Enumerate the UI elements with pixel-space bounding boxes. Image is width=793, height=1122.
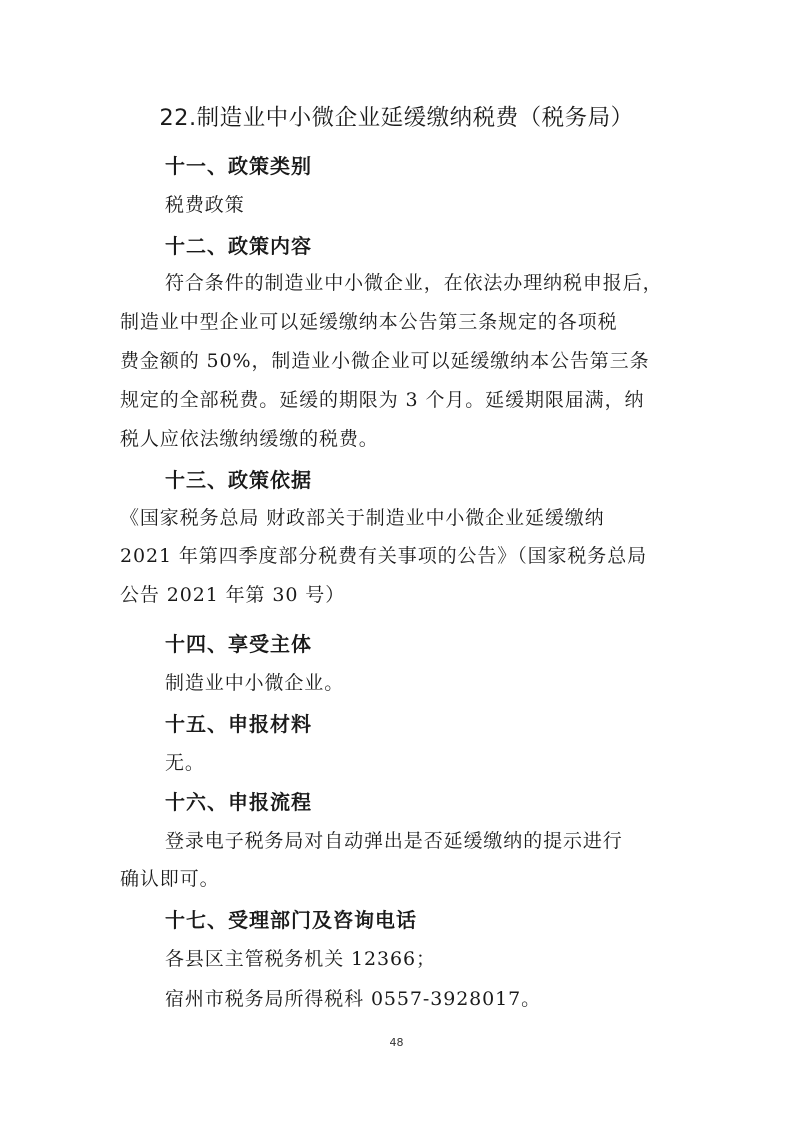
paragraph-line: 符合条件的制造业中小微企业，在依法办理纳税申报后， [165,272,663,294]
section-heading-category: 十一、政策类别 [165,154,312,178]
paragraph-line: 确认即可。 [120,868,220,890]
paragraph-line: 2021 年第四季度部分税费有关事项的公告》（国家税务总局 [120,545,647,567]
paragraph-line: 税人应依法缴纳缓缴的税费。 [120,428,379,450]
paragraph-line: 《国家税务总局 财政部关于制造业中小微企业延缓缴纳 [120,507,605,529]
paragraph-line: 各县区主管税务机关 12366； [165,948,436,970]
paragraph-line: 制造业中小微企业。 [165,672,345,694]
section-heading-contact: 十七、受理部门及咨询电话 [165,908,417,932]
paragraph-line: 公告 2021 年第 30 号） [120,584,346,606]
section-heading-process: 十六、申报流程 [165,790,312,814]
section-heading-beneficiary: 十四、享受主体 [165,632,312,656]
section-heading-basis: 十三、政策依据 [165,468,312,492]
paragraph-line: 税费政策 [165,194,245,216]
paragraph-line: 规定的全部税费。延缓的期限为 3 个月。延缓期限届满，纳 [120,389,645,411]
paragraph-line: 宿州市税务局所得税科 0557-3928017。 [165,988,542,1010]
paragraph-line: 费金额的 50%，制造业小微企业可以延缓缴纳本公告第三条 [120,350,650,372]
page-number: 48 [389,1036,404,1049]
section-heading-materials: 十五、申报材料 [165,712,312,736]
section-heading-content: 十二、政策内容 [165,234,312,258]
paragraph-line: 制造业中型企业可以延缓缴纳本公告第三条规定的各项税 [120,311,618,333]
page-title: 22.制造业中小微企业延缓缴纳税费（税务局） [159,105,634,131]
paragraph-line: 无。 [165,752,205,774]
paragraph-line: 登录电子税务局对自动弹出是否延缓缴纳的提示进行 [165,830,623,852]
